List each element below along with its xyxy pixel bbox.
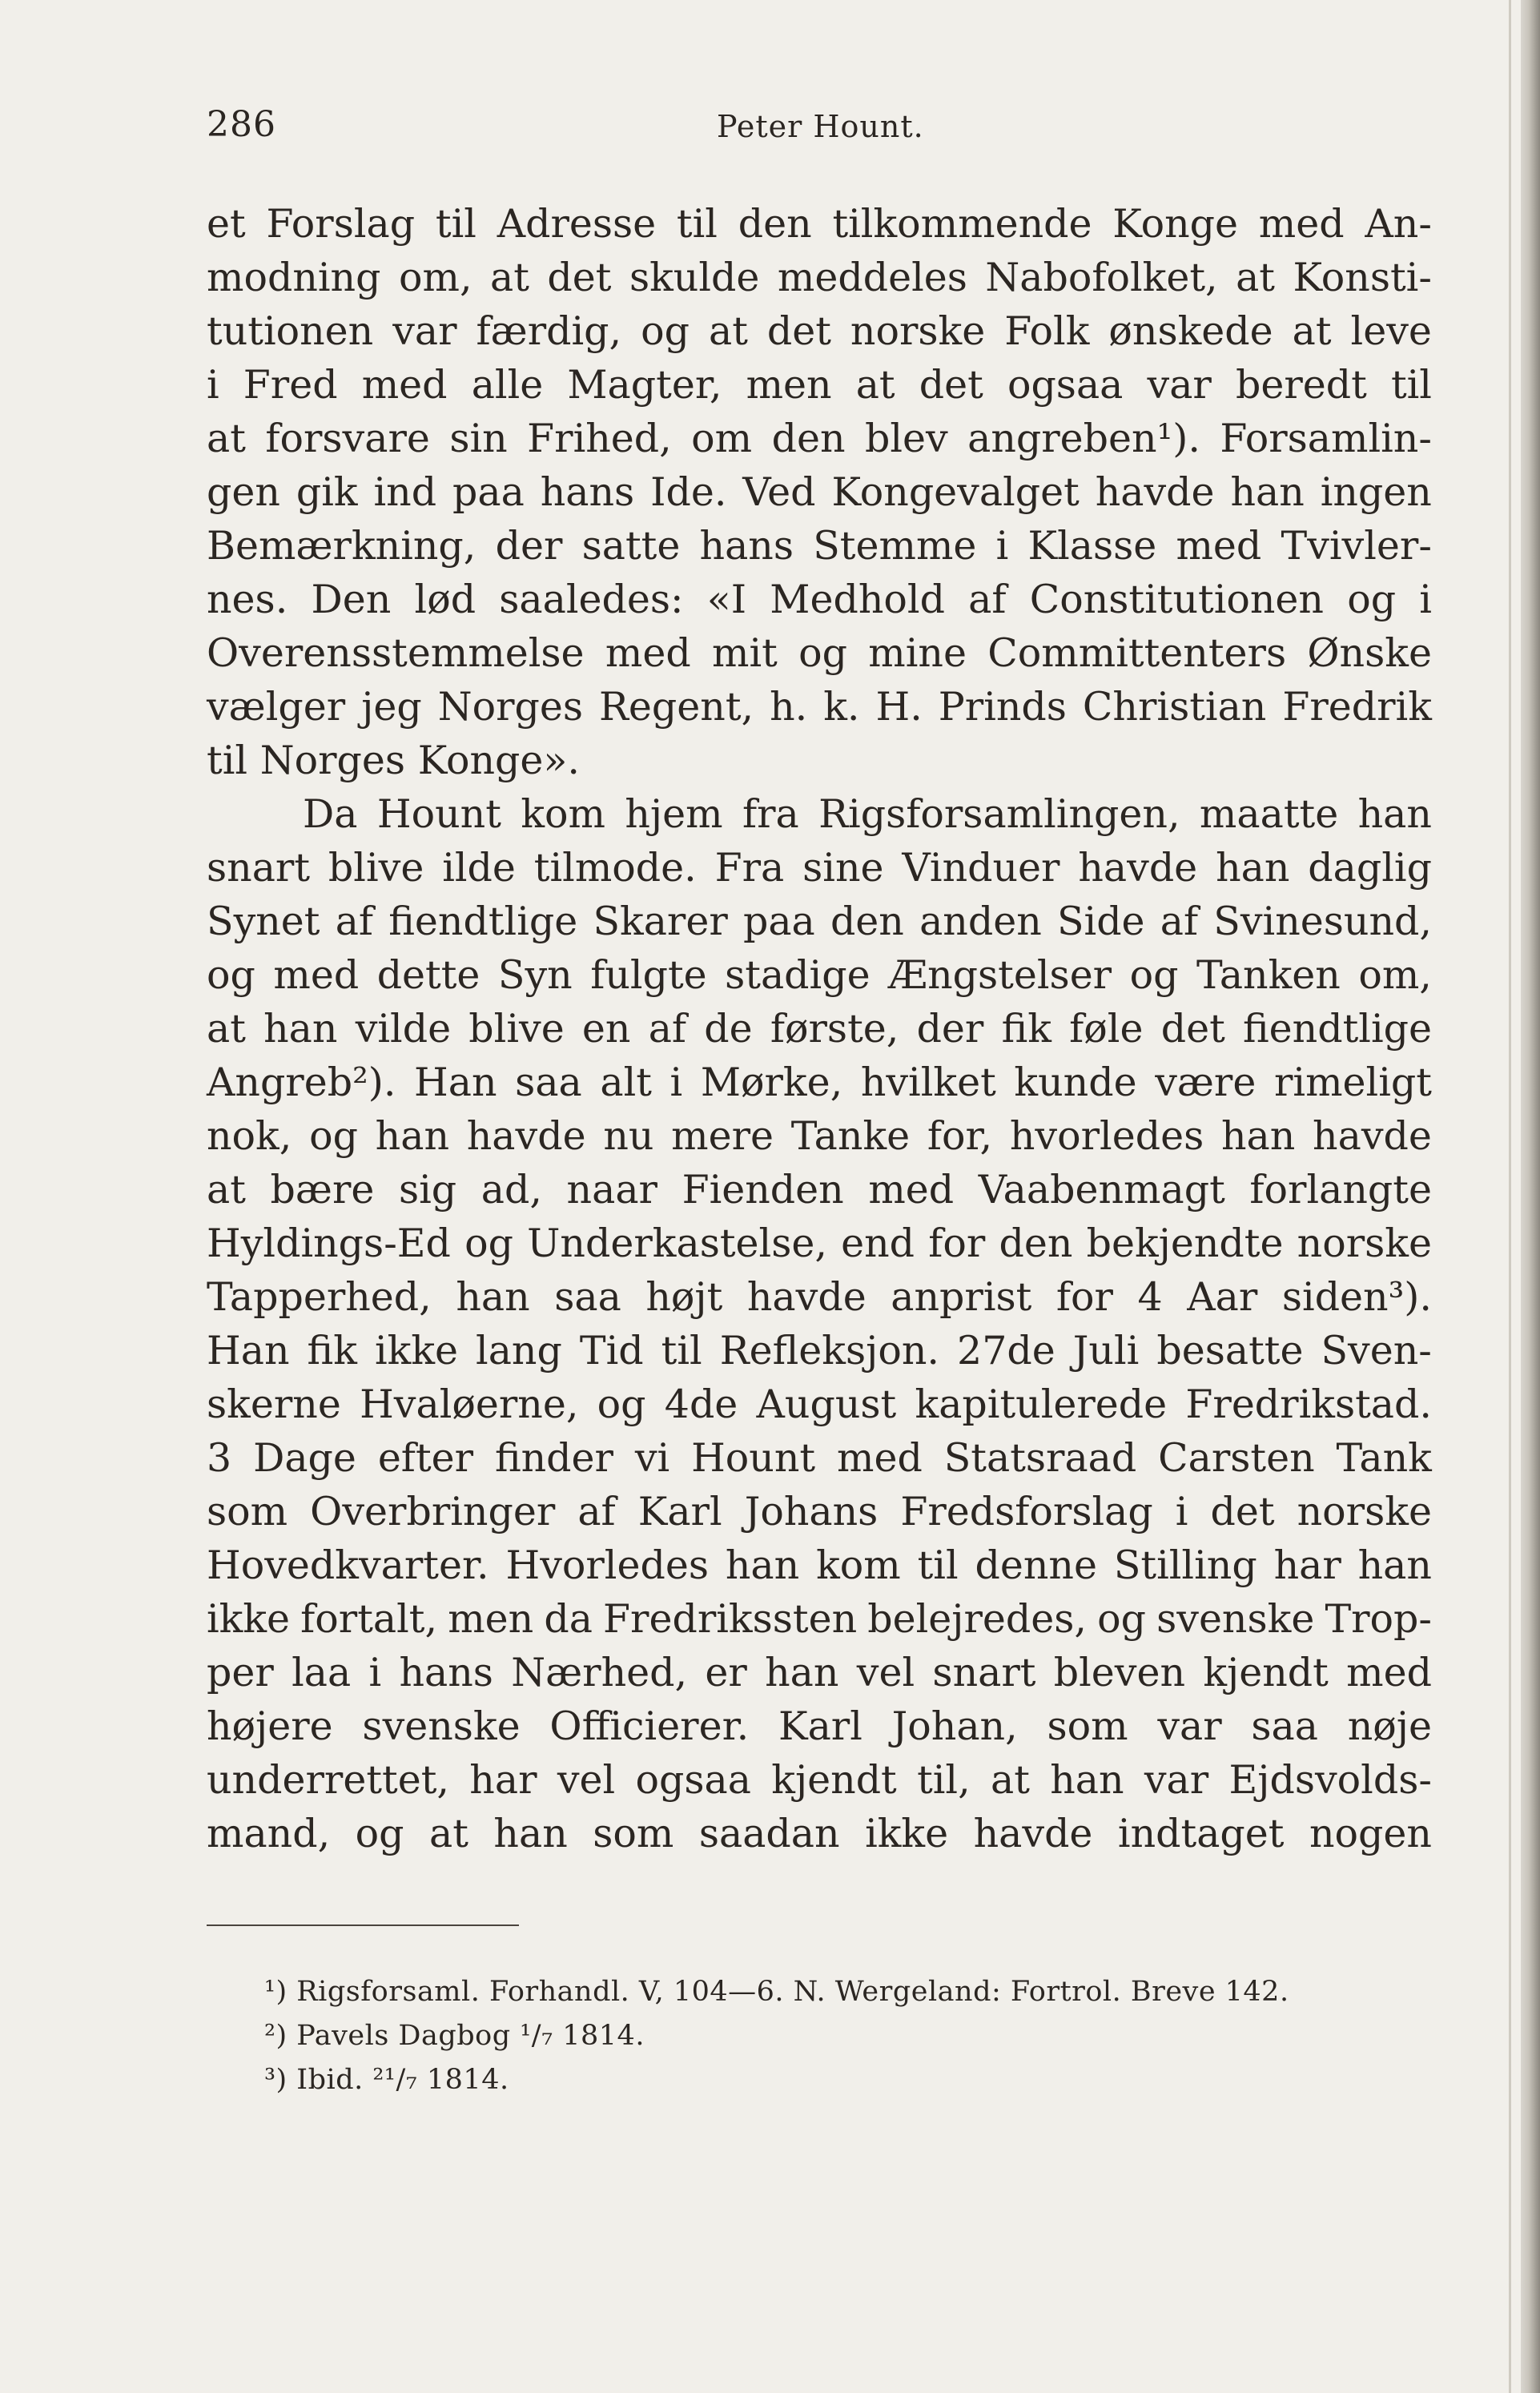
footnote-rule: [207, 1924, 519, 1926]
text-line: skerne Hvaløerne, og 4de August kapitulerede Fredrikstad.: [207, 1382, 1432, 1427]
text-line: Overensstemmelse med mit og mine Committenters Ønske: [207, 630, 1432, 676]
text-line: at han vilde blive en af de første, der fik føle det fiendtlige: [207, 1006, 1432, 1052]
page-number: 286: [207, 104, 276, 145]
text-line: et Forslag til Adresse til den tilkommende Konge med An-: [207, 201, 1432, 247]
body-text: [207, 197, 1432, 1860]
text-line: underrettet, har vel ogsaa kjendt til, at han var Ejdsvolds-: [207, 1757, 1432, 1803]
text-line: per laa i hans Nærhed, er han vel snart bleven kjendt med: [207, 1650, 1432, 1695]
text-line: modning om, at det skulde meddeles Nabofolket, at Konsti-: [207, 255, 1432, 300]
text-line: højere svenske Officierer. Karl Johan, som var saa nøje: [207, 1703, 1432, 1749]
text-line: gen gik ind paa hans Ide. Ved Kongevalget havde han ingen: [207, 469, 1432, 515]
text-line: tutionen var færdig, og at det norske Folk ønskede at leve: [207, 308, 1432, 354]
text-line: ikke fortalt, men da Fredrikssten belejredes, og svenske Trop-: [207, 1596, 1432, 1642]
text-line: Angreb²). Han saa alt i Mørke, hvilket kunde være rimeligt: [207, 1060, 1432, 1105]
text-line: Synet af fiendtlige Skarer paa den anden Side af Svinesund,: [207, 899, 1432, 944]
text-line: Bemærkning, der satte hans Stemme i Klasse med Tvivler-: [207, 523, 1432, 569]
text-line: til Norges Konge».: [207, 738, 580, 783]
text-line: mand, og at han som saadan ikke havde indtaget nogen: [207, 1811, 1432, 1856]
text-line: nes. Den lød saaledes: «I Medhold af Constitutionen og i: [207, 577, 1432, 622]
text-line: nok, og han havde nu mere Tanke for, hvorledes han havde: [207, 1113, 1432, 1159]
page-edge-shadow: [1509, 0, 1511, 2393]
page-header: [207, 104, 1432, 152]
text-line: Da Hount kom hjem fra Rigsforsamlingen, maatte han: [303, 791, 1432, 837]
text-line: 3 Dage efter finder vi Hount med Statsraad Carsten Tank: [207, 1435, 1432, 1481]
text-line: Hyldings-Ed og Underkastelse, end for den bekjendte norske: [207, 1221, 1432, 1266]
text-line: at forsvare sin Frihed, om den blev angreben¹). Forsamlin-: [207, 416, 1432, 461]
text-line: i Fred med alle Magter, men at det ogsaa var beredt til: [207, 362, 1432, 408]
footnote: ²) Pavels Dagbog ¹/₇ 1814.: [264, 2020, 645, 2052]
text-line: og med dette Syn fulgte stadige Ængstelser og Tanken om,: [207, 952, 1432, 998]
footnotes: [264, 1970, 1401, 2102]
text-line: vælger jeg Norges Regent, h. k. H. Prinds Christian Fredrik: [207, 684, 1432, 730]
running-head: Peter Hount.: [717, 109, 924, 144]
text-line: Tapperhed, han saa højt havde anprist for 4 Aar siden³).: [207, 1274, 1432, 1320]
footnote: ¹) Rigsforsaml. Forhandl. V, 104—6. N. Wergeland: Fortrol. Breve 142.: [264, 1976, 1289, 2008]
text-line: Hovedkvarter. Hvorledes han kom til denne Stilling har han: [207, 1542, 1432, 1588]
text-line: at bære sig ad, naar Fienden med Vaabenmagt forlangte: [207, 1167, 1432, 1213]
text-line: Han fik ikke lang Tid til Refleksjon. 27de Juli besatte Sven-: [207, 1328, 1432, 1373]
footnote: ³) Ibid. ²¹/₇ 1814.: [264, 2064, 509, 2096]
text-line: snart blive ilde tilmode. Fra sine Vinduer havde han daglig: [207, 845, 1432, 891]
book-spine-edge: [1521, 0, 1540, 2393]
text-line: som Overbringer af Karl Johans Fredsforslag i det norske: [207, 1489, 1432, 1534]
